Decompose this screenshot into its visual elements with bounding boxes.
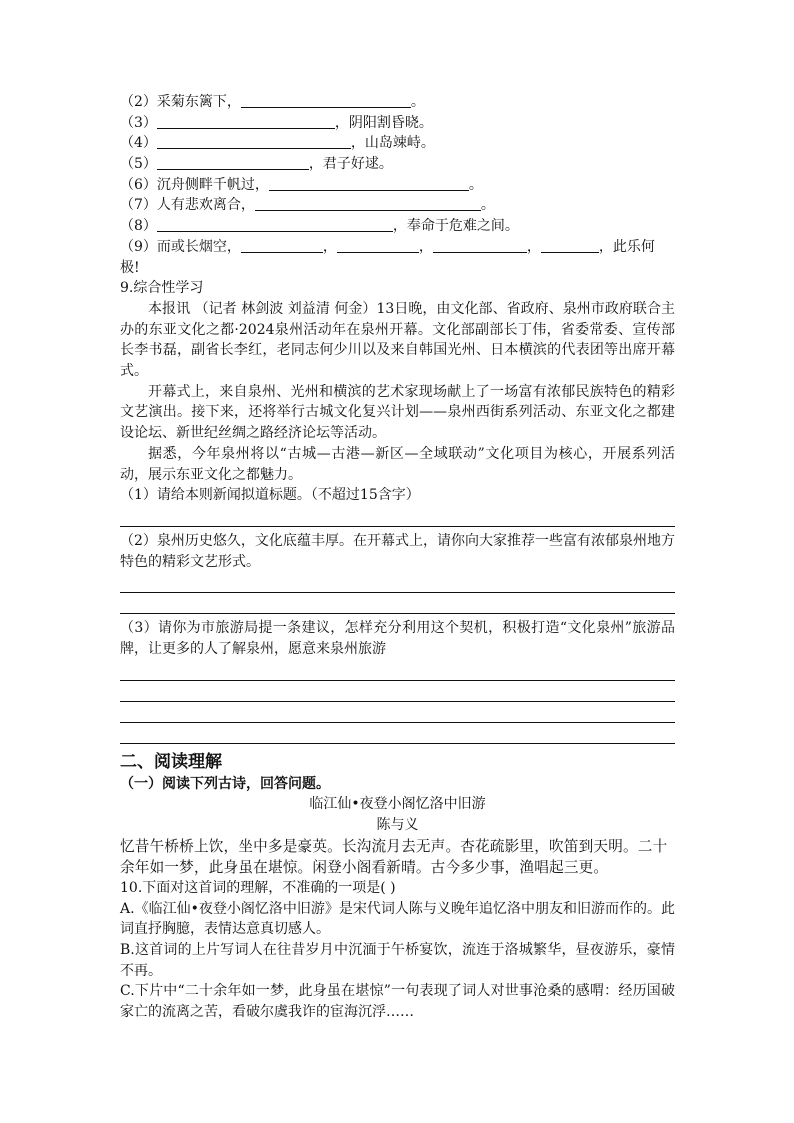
fill-line	[120, 175, 675, 196]
news-paragraph: 据悉，今年泉州将以“古城—古港—新区—全域联动”文化项目为核心，开展系列活动，展示东亚文化之都魅力。	[120, 445, 675, 483]
line-text: 。	[410, 94, 425, 110]
poem-author: 陈与义	[376, 817, 419, 834]
line-text: 极!	[120, 259, 140, 276]
option-c: C.下片中“二十余年如一梦，此身虽在堪惊”一句表现了词人对世事沧桑的感喟：经历国破家亡的流离之苦，看破尔虞我诈的宦海沉浮……	[120, 983, 675, 1021]
fill-line	[120, 92, 675, 113]
fill-line	[120, 216, 675, 237]
news-paragraph: 本报讯 （记者 林剑波 刘益清 何金）13日晚，由文化部、省政府、泉州市政府联合主办的东亚文化之都·2024泉州活动年在泉州开幕。文化部副部长丁伟，省委常委、宣传部长李书磊，副省长李红，老同志何少川以及来自韩国光州、日本横滨的代表团等出席开幕式。	[120, 300, 675, 379]
fill-line	[120, 154, 675, 175]
poem-text: 忆昔午桥桥上饮，坐中多是豪英。长沟流月去无声。杏花疏影里，吹笛到天明。二十余年如一梦，此身虽在堪惊。闲登小阁看新晴。古今多少事，渔唱起三更。	[120, 837, 668, 876]
line-text: ，阴阳割昏晓。	[334, 114, 433, 131]
answer-blank[interactable]	[157, 134, 351, 149]
line-text: （9）而或长烟空，	[120, 238, 241, 255]
answer-line[interactable]	[120, 660, 675, 681]
line-text: （2）采菊东篱下，	[120, 94, 241, 110]
section-title: 9.综合性学习	[120, 280, 204, 297]
line-text: （7）人有悲欢离合，	[120, 197, 255, 214]
answer-line[interactable]	[120, 723, 675, 744]
fill-line-q9	[120, 237, 675, 258]
line-text: ，此乐何	[598, 238, 655, 255]
line-text: 。	[480, 197, 495, 214]
sub-question: （1）请给本则新闻拟道标题。（不超过15含字）	[120, 487, 420, 504]
answer-blank[interactable]	[157, 114, 335, 129]
answer-blank[interactable]	[241, 93, 411, 108]
sub-question: （2）泉州历史悠久，文化底蕴丰厚。在开幕式上，请你向大家推荐一些富有浓郁泉州地方特色的精彩文艺形式。	[120, 532, 675, 570]
line-text: （3）	[120, 114, 157, 131]
answer-blank[interactable]	[241, 238, 323, 253]
news-paragraph: 开幕式上，来自泉州、光州和横滨的艺术家现场献上了一场富有浓郁民族特色的精彩文艺演出。接下来，还将举行古城文化复兴计划——泉州西街系列活动、东亚文化之都建设论坛、新世纪丝绸之路经济论坛等活动。	[120, 383, 675, 442]
worksheet-page	[120, 92, 675, 1023]
answer-line[interactable]	[120, 506, 675, 527]
answer-blank[interactable]	[157, 155, 309, 170]
line-text: ，	[526, 238, 541, 255]
line-text: （8）	[120, 218, 157, 235]
answer-line[interactable]	[120, 593, 675, 614]
line-text: ，	[418, 238, 433, 255]
fill-line	[120, 133, 675, 154]
answer-blank[interactable]	[337, 238, 419, 253]
part-heading: （一）阅读下列古诗，回答问题。	[120, 775, 330, 792]
line-text: （5）	[120, 156, 157, 173]
answer-blank[interactable]	[541, 238, 599, 253]
fill-line	[120, 113, 675, 134]
answer-line[interactable]	[120, 681, 675, 702]
line-text: 。	[468, 176, 483, 193]
line-text: ，山岛竦峙。	[350, 135, 435, 152]
question-10: 10.下面对这首词的理解，不准确的一项是( )	[120, 879, 396, 896]
answer-blank[interactable]	[269, 176, 469, 191]
option-b: B.这首词的上片写词人在往昔岁月中沉湎于午桥宴饮，流连于洛城繁华，昼夜游乐，豪情不再。	[120, 941, 675, 979]
answer-blank[interactable]	[255, 196, 481, 211]
answer-blank[interactable]	[433, 238, 527, 253]
fill-line	[120, 195, 675, 216]
option-a: A.《临江仙•夜登小阁忆洛中旧游》是宋代词人陈与义晚年追忆洛中朋友和旧游而作的。此词直抒胸臆，表情达意真切感人。	[120, 900, 675, 938]
line-text: ，君子好逑。	[308, 156, 393, 173]
fill-line-continuation	[120, 258, 675, 279]
answer-blank[interactable]	[157, 217, 393, 232]
sub-question: （3）请你为市旅游局提一条建议，怎样充分利用这个契机，积极打造“文化泉州”旅游品牌，让更多的人了解泉州，愿意来泉州旅游	[120, 620, 675, 658]
line-text: ，	[322, 238, 337, 255]
line-text: ，奉命于危难之间。	[392, 218, 519, 235]
section-heading: 二、阅读理解	[120, 751, 222, 772]
poem-title: 临江仙•夜登小阁忆洛中旧游	[309, 796, 486, 813]
answer-line[interactable]	[120, 702, 675, 723]
line-text: （6）沉舟侧畔千帆过，	[120, 176, 269, 193]
answer-line[interactable]	[120, 572, 675, 593]
line-text: （4）	[120, 135, 157, 152]
